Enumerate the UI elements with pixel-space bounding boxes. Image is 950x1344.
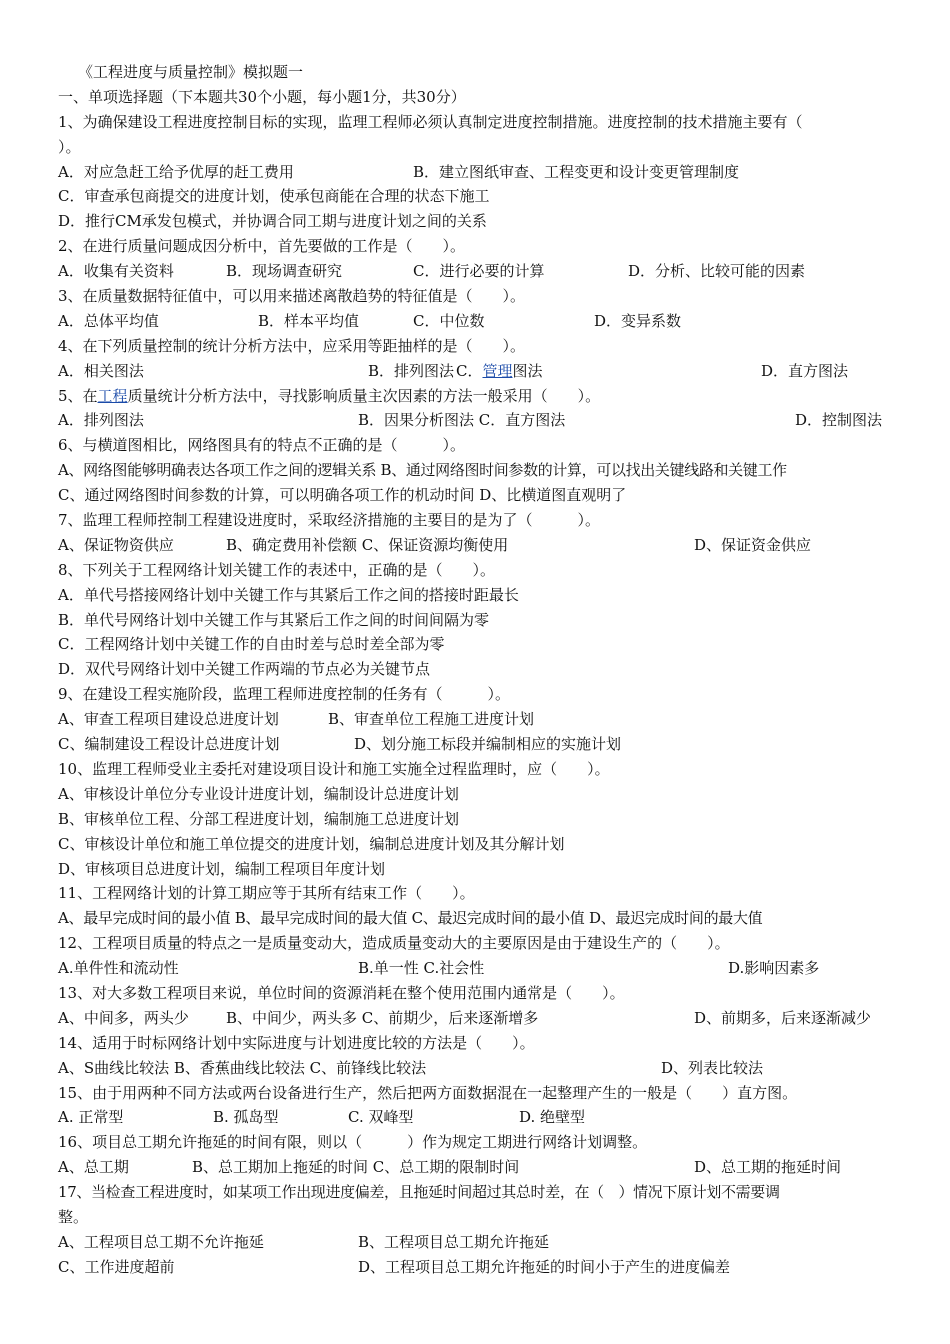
question-12-stem: 12、工程项目质量的特点之一是质量变动大，造成质量变动大的主要原因是由于建设生产的（ ）。 [58,934,730,953]
question-1-stem: 1、为确保建设工程进度控制目标的实现，监理工程师必须认真制定进度控制措施。进度控制的技术措施主要有（ [58,112,803,131]
question-2-stem: 2、在进行质量问题成因分析中，首先要做的工作是（ ）。 [58,237,466,256]
q7-option-a: A、保证物资供应 [58,535,174,554]
q6-options-ab: A、网络图能够明确表达各项工作之间的逻辑关系 B、通过网络图时间参数的计算，可以找出关键线路和关键工作 [58,461,787,480]
question-15-options [58,1105,898,1130]
q2-option-c: C．进行必要的计算 [413,262,545,281]
question-4-stem: 4、在下列质量控制的统计分析方法中，应采用等距抽样的是（ ）。 [58,336,526,355]
q13-option-d: D、前期多，后来逐渐减少 [694,1008,872,1027]
q14-option-d: D、列表比较法 [661,1058,764,1077]
q4-option-a: A．相关图法 [58,361,144,380]
q10-option-d: D、审核项目总进度计划，编制工程项目年度计划 [58,859,386,878]
q2-option-d: D．分析、比较可能的因素 [628,262,806,281]
question-1-options-ab [58,160,898,185]
q6-options-cd: C、通过网络图时间参数的计算，可以明确各项工作的机动时间 D、比横道图直观明了 [58,486,627,505]
q17-options-ab [58,1230,898,1255]
q9-options-ab [58,707,898,732]
q3-option-b: B．样本平均值 [258,311,360,330]
q17-option-b: B、工程项目总工期允许拖延 [358,1232,550,1251]
q12-option-bc: B.单一性 C.社会性 [358,959,485,978]
question-2-options [58,259,898,284]
question-16-stem: 16、项目总工期允许拖延的时间有限，则以（ ）作为规定工期进行网络计划调整。 [58,1133,648,1152]
q15-option-a: A. 正常型 [58,1108,124,1127]
question-14-options [58,1056,898,1081]
q5-option-bc: B．因果分析图法 C．直方图法 [358,411,566,430]
q1-option-b: B．建立图纸审查、工程变更和设计变更管理制度 [413,162,740,181]
question-7-options [58,533,898,558]
q5-engineering-link[interactable]: 工程 [97,386,128,405]
q9-option-a: A、审查工程项目建设总进度计划 [58,710,279,729]
q17-option-c: C、工作进度超前 [58,1257,175,1276]
q7-option-d: D、保证资金供应 [694,535,812,554]
question-15-stem: 15、由于用两种不同方法或两台设备进行生产，然后把两方面数据混在一起整理产生的一般是（ ）直方图。 [58,1083,798,1102]
q16-option-bc: B、总工期加上拖延的时间 C、总工期的限制时间 [192,1158,520,1177]
q17-option-a: A、工程项目总工期不允许拖延 [58,1232,264,1251]
q16-option-d: D、总工期的拖延时间 [694,1158,842,1177]
q1-option-d: D．推行CM承发包模式，并协调合同工期与进度计划之间的关系 [58,212,487,231]
q9-option-b: B、审查单位工程施工进度计划 [328,710,535,729]
question-13-options [58,1006,898,1031]
question-5-options [58,408,898,433]
question-12-options [58,956,898,981]
q16-option-a: A、总工期 [58,1158,129,1177]
question-9-stem: 9、在建设工程实施阶段，监理工程师进度控制的任务有（ ）。 [58,685,511,704]
q10-option-b: B、审核单位工程、分部工程进度计划，编制施工总进度计划 [58,809,460,828]
q15-option-b: B. 孤岛型 [213,1108,279,1127]
q12-option-a: A.单件性和流动性 [58,959,179,978]
q17-option-d: D、工程项目总工期允许拖延的时间小于产生的进度偏差 [358,1257,731,1276]
q15-option-d: D. 绝壁型 [519,1108,586,1127]
section-heading: 一、单项选择题（下本题共30个小题，每小题1分，共30分） [58,87,466,106]
question-17-stem: 17、当检查工程进度时，如某项工作出现进度偏差，且拖延时间超过其总时差，在（ ）情况下原计划不需要调 [58,1183,780,1202]
q14-option-abc: A、S曲线比较法 B、香蕉曲线比较法 C、前锋线比较法 [58,1058,427,1077]
question-3-options [58,309,898,334]
q15-option-c: C. 双峰型 [348,1108,414,1127]
document-body [58,60,898,1280]
q8-option-b: B．单代号网络计划中关键工作与其紧后工作之间的时间间隔为零 [58,610,490,629]
doc-title: 《工程进度与质量控制》模拟题一 [78,63,304,81]
q8-option-c: C．工程网络计划中关键工作的自由时差与总时差全部为零 [58,635,445,654]
q10-option-a: A、审核设计单位分专业设计进度计划，编制设计总进度计划 [58,784,459,803]
q2-option-a: A．收集有关资料 [58,262,174,281]
question-3-stem: 3、在质量数据特征值中，可以用来描述离散趋势的特征值是（ ）。 [58,287,526,306]
q9-option-d: D、划分施工标段并编制相应的实施计划 [354,735,622,754]
question-6-stem: 6、与横道图相比，网络图具有的特点不正确的是（ ）。 [58,436,466,455]
question-13-stem: 13、对大多数工程项目来说，单位时间的资源消耗在整个使用范围内通常是（ ）。 [58,983,625,1002]
q3-option-a: A．总体平均值 [58,311,159,330]
question-11-stem: 11、工程网络计划的计算工期应等于其所有结束工作（ ）。 [58,884,475,903]
q13-option-bc: B、中间少，两头多 C、前期少，后来逐渐增多 [226,1008,539,1027]
q3-option-c: C．中位数 [413,311,485,330]
q11-options: A、最早完成时间的最小值 B、最早完成时间的最大值 C、最迟完成时间的最小值 D、最迟完成时间的最大值 [58,909,763,928]
question-16-options [58,1155,898,1180]
q10-option-c: C、审核设计单位和施工单位提交的进度计划，编制总进度计划及其分解计划 [58,834,565,853]
question-5-stem: 5、在工程质量统计分析方法中，寻找影响质量主次因素的方法一般采用（ ）。 [58,386,601,405]
q12-option-d: D.影响因素多 [728,959,820,978]
q4-option-c: C．管理图法 [456,361,543,380]
question-4-options [58,359,898,384]
question-7-stem: 7、监理工程师控制工程建设进度时，采取经济措施的主要目的是为了（ ）。 [58,511,601,530]
q5-option-a: A．排列图法 [58,411,144,430]
q1-option-a: A．对应急赶工给予优厚的赶工费用 [58,162,294,181]
q13-option-a: A、中间多，两头少 [58,1008,189,1027]
q8-option-d: D．双代号网络计划中关键工作两端的节点必为关键节点 [58,660,431,679]
q9-option-c: C、编制建设工程设计总进度计划 [58,735,280,754]
q4-option-b: B．排列图法 [368,361,455,380]
q5-option-d: D．控制图法 [795,411,883,430]
question-17-stem-cont: 整。 [58,1207,89,1226]
question-1-stem-cont: ）。 [58,137,81,156]
q2-option-b: B．现场调查研究 [226,262,343,281]
q4-option-d: D．直方图法 [761,361,849,380]
q4-management-link[interactable]: 管理 [482,361,513,380]
q1-option-c: C．审查承包商提交的进度计划，使承包商能在合理的状态下施工 [58,187,490,206]
question-8-stem: 8、下列关于工程网络计划关键工作的表述中，正确的是（ ）。 [58,560,496,579]
q7-option-bc: B、确定费用补偿额 C、保证资源均衡使用 [226,535,509,554]
q8-option-a: A．单代号搭接网络计划中关键工作与其紧后工作之间的搭接时距最长 [58,585,519,604]
question-10-stem: 10、监理工程师受业主委托对建设项目设计和施工实施全过程监理时，应（ ）。 [58,759,610,778]
q17-options-cd [58,1255,898,1280]
q9-options-cd [58,732,898,757]
question-14-stem: 14、适用于时标网络计划中实际进度与计划进度比较的方法是（ ）。 [58,1033,535,1052]
q3-option-d: D．变异系数 [594,311,682,330]
